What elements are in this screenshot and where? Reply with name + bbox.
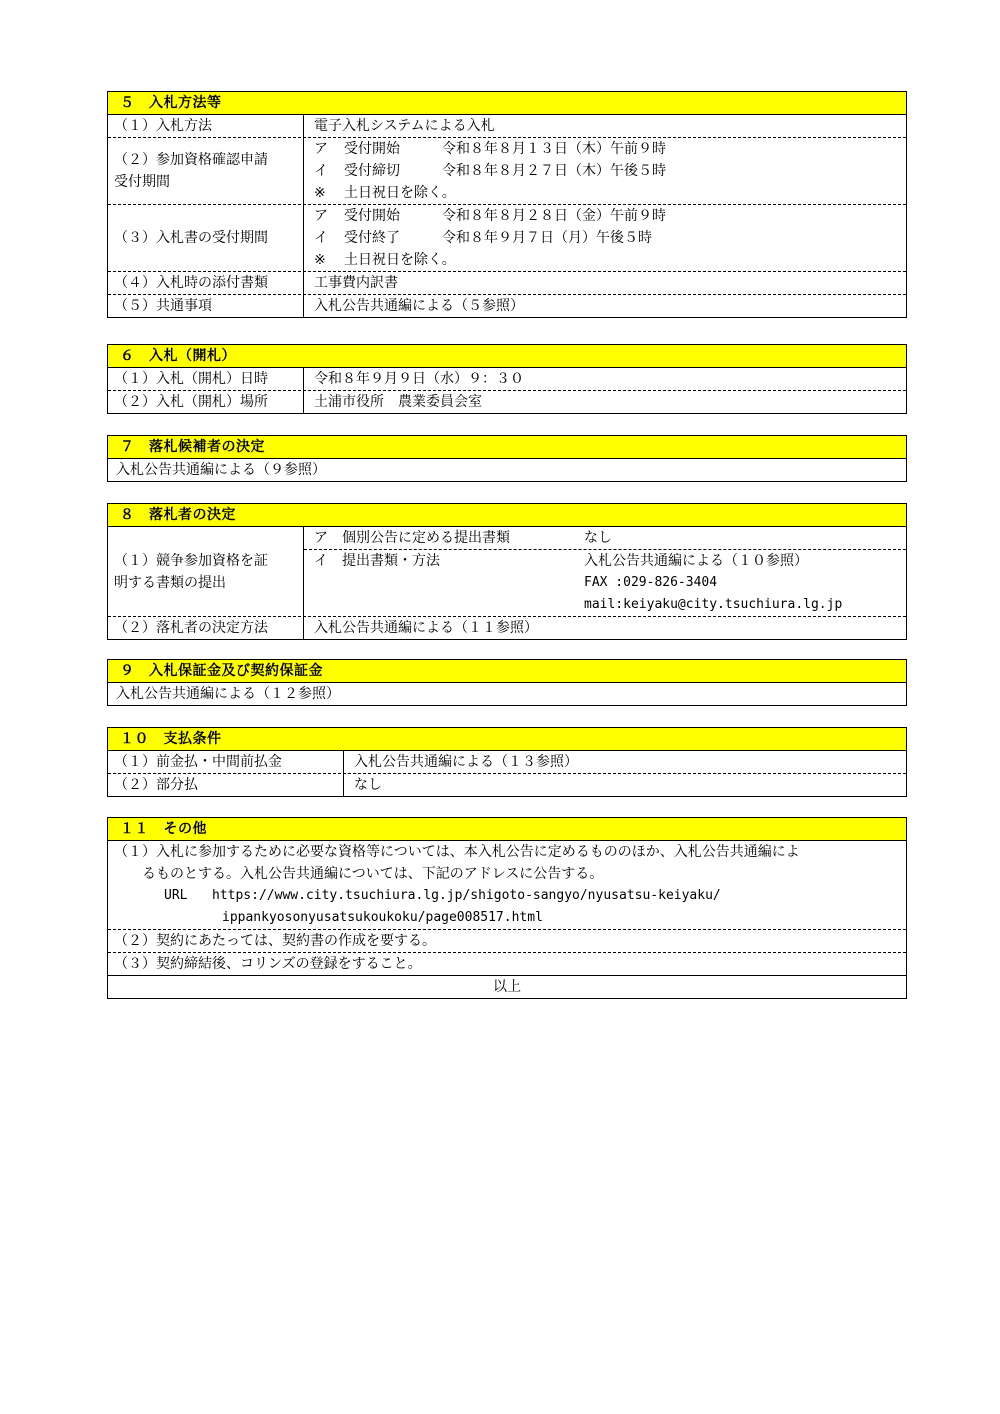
fax-number: FAX :029-826-3404 (584, 575, 718, 590)
period-note: ※ 土日祝日を除く。 (314, 185, 456, 201)
row-winner-method (108, 616, 906, 639)
row-label: （１）入札方法 (108, 115, 304, 137)
row-opening-place (108, 390, 906, 413)
row-bid-receipt-period (108, 204, 906, 271)
row-qualification-period (108, 137, 906, 204)
row-value: 入札公告共通編による（１１参照） (314, 620, 538, 636)
row-label-line2: 明する書類の提出 (114, 574, 226, 591)
row-label: （１）入札（開札）日時 (108, 368, 304, 390)
section-5-title: ５ 入札方法等 (108, 92, 906, 115)
row-value: 土浦市役所 農業委員会室 (314, 394, 482, 410)
section-11-title: １１ その他 (108, 818, 906, 841)
email-address: mail:keiyaku@city.tsuchiura.lg.jp (584, 597, 843, 612)
section-7-title: ７ 落札候補者の決定 (108, 436, 906, 459)
row-value (304, 205, 906, 271)
section-8-title: ８ 落札者の決定 (108, 504, 906, 527)
row-value (304, 138, 906, 204)
section-8-winner (107, 503, 907, 640)
row-label (108, 138, 304, 204)
url-link-part2[interactable]: ippankyosonyusatsukoukoku/page008517.html (222, 910, 543, 925)
row-label: （３）入札書の受付期間 (108, 205, 304, 271)
row-attachments (108, 271, 906, 294)
section-7-body: 入札公告共通編による（９参照） (116, 462, 326, 478)
row-qualification-docs (108, 527, 906, 616)
row-corins-registration: （３）契約締結後、コリンズの登録をすること。 (108, 952, 906, 975)
section-11-other (107, 817, 907, 999)
row-value: 工事費内訳書 (314, 275, 398, 291)
row-label: （２）落札者の決定方法 (108, 617, 304, 639)
row-partial-payment (108, 773, 906, 796)
row-label-line1: （２）参加資格確認申請 (114, 152, 268, 168)
sub-row-docs-method: イ 提出書類・方法 入札公告共通編による（１０参照） FAX :029-826-3404 mail:keiyaku@city.tsuchiura.lg.jp (304, 549, 906, 616)
row-label-line2: 受付期間 (114, 174, 170, 190)
row-label: （４）入札時の添付書類 (108, 272, 304, 294)
row-label (108, 527, 304, 616)
end-mark: 以上 (493, 979, 521, 995)
section-9-title: ９ 入札保証金及び契約保証金 (108, 660, 906, 683)
row-label: （１）前金払・中間前払金 (108, 751, 344, 773)
section-10-payment (107, 727, 907, 797)
row-end (108, 975, 906, 998)
url-label: URL (164, 888, 188, 903)
section-7-candidate (107, 435, 907, 482)
row-label: （２）入札（開札）場所 (108, 391, 304, 413)
row-bidding-method (108, 115, 906, 137)
row-opening-datetime (108, 368, 906, 390)
row-common-items (108, 294, 906, 317)
section-9-deposit (107, 659, 907, 706)
sub-row-individual-docs: ア 個別公告に定める提出書類 なし (314, 530, 612, 546)
row-value: 令和８年９月９日（水）９：３０ (314, 371, 524, 387)
row-value (304, 527, 906, 616)
row-value: 入札公告共通編による（１３参照） (354, 754, 578, 770)
row-advance-payment (108, 751, 906, 773)
url-link-part1[interactable]: https://www.city.tsuchiura.lg.jp/shigoto-sangyo/nyusatsu-keiyaku/ (212, 888, 721, 903)
period-line: ア 受付開始 令和８年８月１３日（木）午前９時 (314, 141, 666, 157)
section-10-title: １０ 支払条件 (108, 728, 906, 751)
row-value: 入札公告共通編による（５参照） (314, 298, 524, 314)
period-line: イ 受付締切 令和８年８月２７日（木）午後５時 (314, 163, 666, 179)
row-label-line1: （１）競争参加資格を証 (114, 552, 268, 569)
period-line: ア 受付開始 令和８年８月２８日（金）午前９時 (314, 208, 666, 224)
row-label: （２）部分払 (108, 774, 344, 796)
row-contract-doc: （２）契約にあたっては、契約書の作成を要する。 (108, 929, 906, 952)
row-qualification-note: （１）入札に参加するために必要な資格等については、本入札公告に定めるもののほか、入札公告共通編によ るものとする。入札公告共通編については、下記のアドレスに公告する。 URL https://www.city.tsuchiura.lg.jp/shigoto-sangyo/nyusatsu-keiyaku/ ippankyosonyusatsukoukoku/page008517.html (108, 841, 906, 929)
row-value: 電子入札システムによる入札 (314, 118, 495, 134)
row-label: （５）共通事項 (108, 295, 304, 317)
section-5-bidding-method (107, 91, 907, 318)
period-line: イ 受付終了 令和８年９月７日（月）午後５時 (314, 230, 652, 246)
section-6-bid-opening (107, 344, 907, 414)
period-note: ※ 土日祝日を除く。 (314, 252, 456, 268)
section-6-title: ６ 入札（開札） (108, 345, 906, 368)
section-9-body: 入札公告共通編による（１２参照） (116, 686, 340, 702)
row-value: なし (354, 777, 382, 793)
